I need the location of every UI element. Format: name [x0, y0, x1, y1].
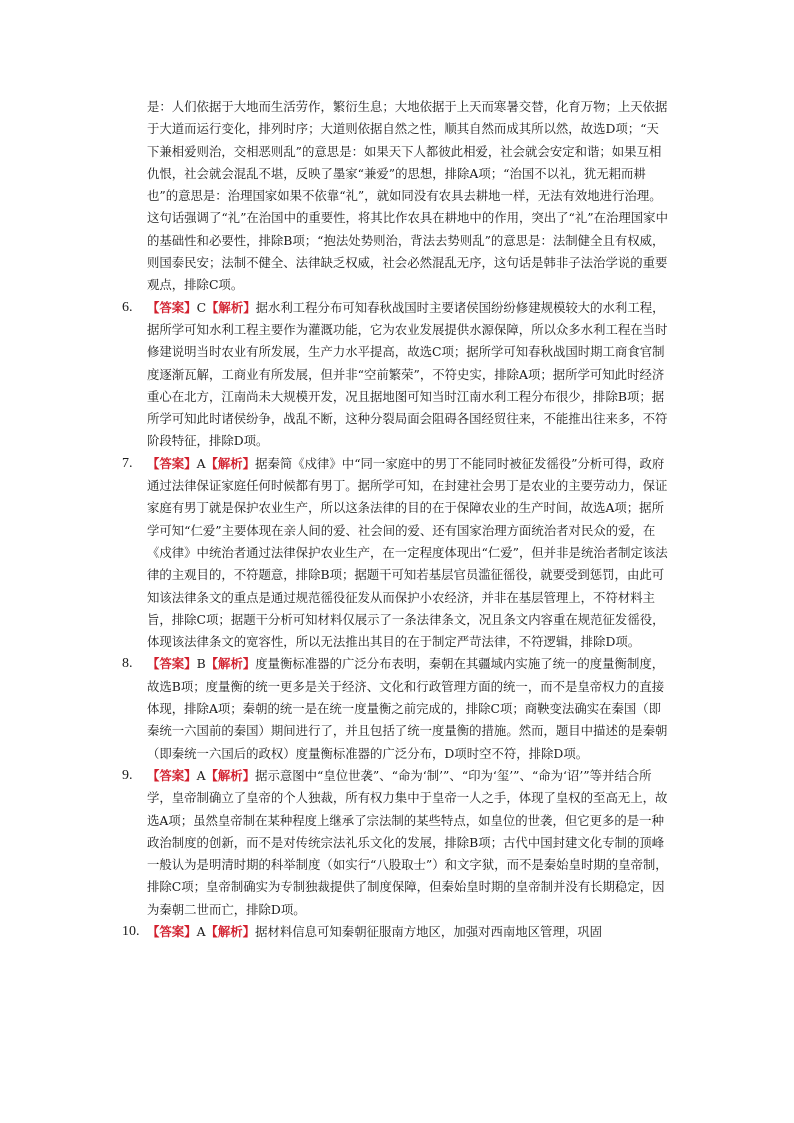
answer-choice: B	[196, 656, 206, 672]
answer-item-10	[122, 921, 670, 943]
answer-choice: A	[196, 923, 206, 939]
answer-analysis-content	[122, 96, 670, 943]
item-number: 8.	[122, 656, 133, 672]
analysis-text: 据示意图中“皇位世袭”、“命为‘制’”、“印为‘玺’”、“命为‘诏’”等并结合所学，皇帝制确立了皇帝的个人独裁，所有权力集中于皇帝一人之手，体现了皇权的至高无上，故选A项；虽然皇帝制在某种程度上继承了宗法制的某些特点，如皇位的世袭，但它更多的是一种政治制度的创新，而不是对传统宗法礼乐文化的发展，排除B项；古代中国封建文化专制的顶峰一般认为是明清时期的科举制度（如实行“八股取士”）和文字狱，而不是秦始皇时期的皇帝制，排除C项；皇帝制确实为专制独裁提供了制度保障，但秦始皇时期的皇帝制并没有长期稳定，因为秦朝二世而亡，排除D项。	[147, 767, 668, 917]
answer-choice: C	[196, 299, 207, 315]
analysis-text: 据水利工程分布可知春秋战国时主要诸侯国纷纷修建规模较大的水利工程，据所学可知水利工程主要作为灌溉功能，它为农业发展提供水源保障，所以众多水利工程在当时修建说明当时农业有所发展，生产力水平提高，故选C项；据所学可知春秋战国时期工商食官制度逐渐瓦解，工商业有所发展，但并非“空前繁荣”，不符史实，排除A项；据所学可知此时经济重心在北方，江南尚未大规模开发，况且据地图可知当时江南水利工程分布很少，排除B项；据所学可知此时诸侯纷争，战乱不断，这种分裂局面会阻碍各国经贸往来，不能推出往来多，不符阶段特征，排除D项。	[147, 299, 668, 449]
analysis-text: 度量衡标准器的广泛分布表明，秦朝在其疆域内实施了统一的度量衡制度，故选B项；度量衡的统一更多是关于经济、文化和行政管理方面的统一，而不是皇帝权力的直接体现，排除A项；秦朝的统一是在统一度量衡之前完成的，排除C项；商鞅变法确实在秦国（即秦统一六国前的秦国）期间进行了，并且包括了统一度量衡的措施。然而，题目中描述的是秦朝（即秦统一六国后的政权）度量衡标准器的广泛分布，D项时空不符，排除D项。	[147, 656, 668, 761]
answer-label: 【答案】	[147, 299, 197, 315]
item-number: 9.	[122, 767, 133, 783]
answer-item-6	[122, 297, 670, 453]
answer-item-7	[122, 453, 670, 654]
analysis-label: 【解析】	[205, 656, 256, 672]
analysis-label: 【解析】	[205, 455, 256, 471]
answer-label: 【答案】	[147, 455, 197, 471]
analysis-label: 【解析】	[206, 299, 256, 315]
answer-item-9	[122, 765, 670, 921]
answer-item-8	[122, 653, 670, 764]
answer-choice: A	[196, 767, 206, 783]
answer-choice: A	[196, 455, 206, 471]
item-5-continuation: 是：人们依据于大地而生活劳作，繁衍生息；大地依据于上天而寒暑交替，化育万物；上天依据于大道而运行变化，排列时序；大道则依据自然之性，顺其自然而成其所以然，故选D项；“天下兼相爱则治，交相恶则乱”的意思是：如果天下人都彼此相爱，社会就会安定和谐；如果互相仇恨，社会就会混乱不堪，反映了墨家“兼爱”的思想，排除A项；“治国不以礼，犹无耜而耕也”的意思是：治理国家如果不依靠“礼”，就如同没有农具去耕地一样，无法有效地进行治理。这句话强调了“礼”在治国中的重要性，将其比作农具在耕地中的作用，突出了“礼”在治理国家中的基础性和必要性，排除B项；“抱法处势则治，背法去势则乱”的意思是：法制健全且有权威，则国泰民安；法制不健全、法律缺乏权威，社会必然混乱无序，这句话是韩非子法治学说的重要观点，排除C项。	[147, 99, 668, 293]
analysis-label: 【解析】	[205, 923, 256, 939]
answer-label: 【答案】	[147, 656, 197, 672]
item-number: 7.	[122, 455, 133, 471]
answer-label: 【答案】	[147, 767, 197, 783]
analysis-text: 据材料信息可知秦朝征服南方地区，加强对西南地区管理，巩固	[255, 923, 603, 939]
answer-label: 【答案】	[147, 923, 197, 939]
item-number: 10.	[122, 923, 140, 939]
item-number: 6.	[122, 299, 133, 315]
analysis-text: 据秦简《戍律》中“同一家庭中的男丁不能同时被征发徭役”分析可得，政府通过法律保证家庭任何时候都有男丁。据所学可知，在封建社会男丁是农业的主要劳动力，保证家庭有男丁就是保护农业生产，所以这条法律的目的在于保障农业的生产时间，故选A项；据所学可知“仁爱”主要体现在亲人间的爱、社会间的爱、还有国家治理方面统治者对民众的爱，在《戍律》中统治者通过法律保护农业生产，在一定程度体现出“仁爱”，但并非是统治者制定该法律的主观目的，不符题意，排除B项；据题干可知若基层官员滥征徭役，就要受到惩罚，由此可知该法律条文的重点是通过规范徭役征发从而保护小农经济，并非在基层管理上，不符材料主旨，排除C项；据题干分析可知材料仅展示了一条法律条文，况且条文内容重在规范征发徭役，体现该法律条文的宽容性，所以无法推出其目的在于制定严苛法律，不符逻辑，排除D项。	[147, 455, 668, 650]
analysis-label: 【解析】	[205, 767, 256, 783]
